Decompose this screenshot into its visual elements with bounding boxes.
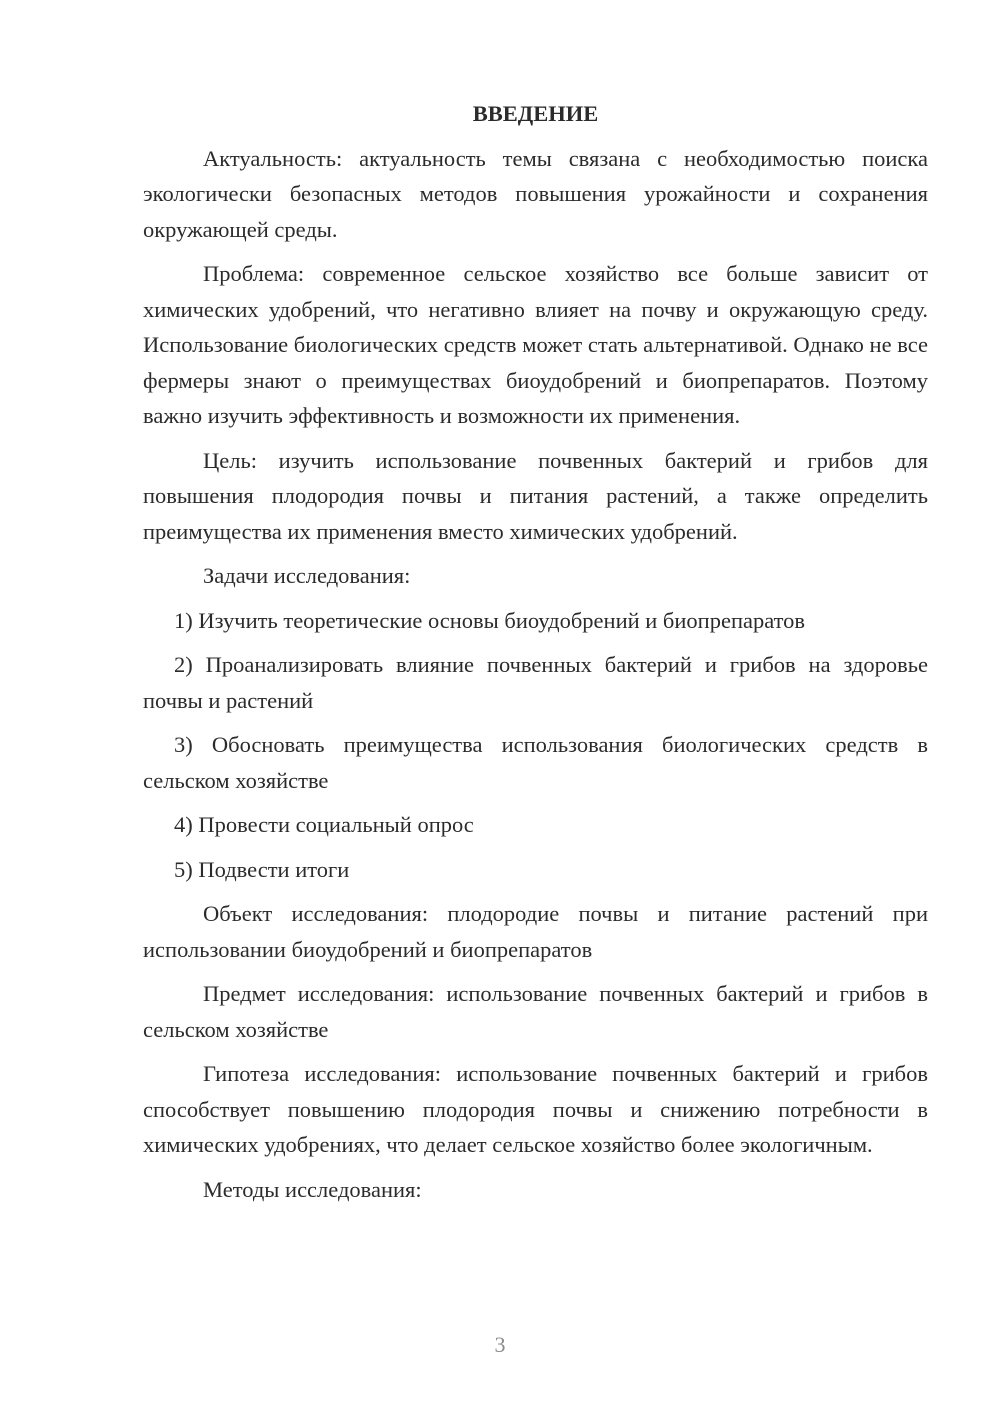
subject-paragraph: Предмет исследования: использование почвенных бактерий и грибов в сельском хозяйстве <box>143 981 928 1042</box>
task-item: 2) Проанализировать влияние почвенных бактерий и грибов на здоровье почвы и растений <box>143 652 928 713</box>
task-item: 4) Провести социальный опрос <box>174 812 474 837</box>
object-paragraph: Объект исследования: плодородие почвы и питание растений при использовании биоудобрений и биопрепаратов <box>143 901 928 962</box>
methods-heading: Методы исследования: <box>203 1176 422 1202</box>
hypothesis-paragraph: Гипотеза исследования: использование почвенных бактерий и грибов способствует повышению плодородия почвы и снижению потребности в химических удобрениях, что делает сельское хозяйство более экологичным. <box>143 1061 928 1157</box>
task-item: 5) Подвести итоги <box>174 856 350 882</box>
goal-paragraph: Цель: изучить использование почвенных бактерий и грибов для повышения плодородия почвы и питания растений, а также определить преимущества их применения вместо химических удобрений. <box>143 447 928 544</box>
tasks-heading: Задачи исследования: <box>203 563 411 588</box>
document-page <box>143 96 928 1216</box>
page-number: 3 <box>494 1332 506 1357</box>
relevance-paragraph: Актуальность: актуальность темы связана с необходимостью поиска экологически безопасных методов повышения урожайности и сохранения окружающей среды. <box>143 145 928 242</box>
task-item: 3) Обосновать преимущества использования биологических средств в сельском хозяйстве <box>143 732 928 793</box>
problem-paragraph: Проблема: современное сельское хозяйство все больше зависит от химических удобрений, что негативно влияет на почву и окружающую среду. Использование биологических средств может стать альтернативой. Однако не все фермеры знают о преимуществах биоудобрений и биопрепаратов. Поэтому важно изучить эффективность и возможности их применения. <box>143 261 928 428</box>
task-item: 1) Изучить теоретические основы биоудобрений и биопрепаратов <box>174 607 806 633</box>
section-title: ВВЕДЕНИЕ <box>472 101 599 126</box>
